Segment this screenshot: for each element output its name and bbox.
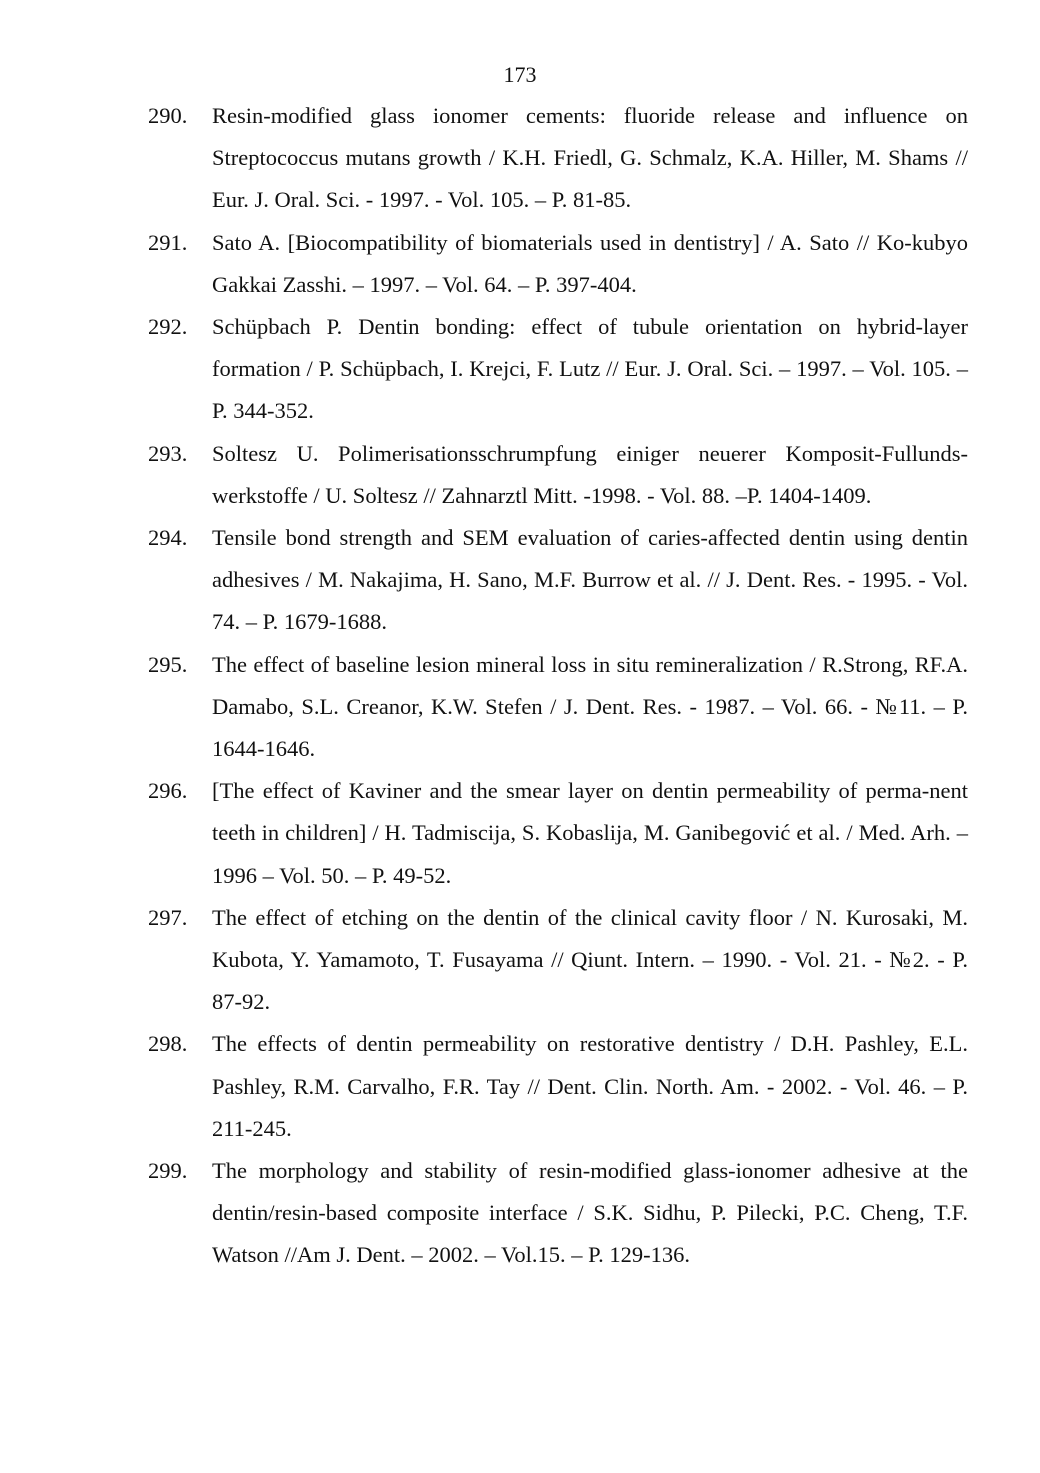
reference-item bbox=[148, 1023, 968, 1150]
reference-text: Schüpbach P. Dentin bonding: effect of tubule orientation on hybrid-layer formation / P. Schüpbach, I. Krejci, F. Lutz // Eur. J. Oral. Sci. – 1997. – Vol. 105. – P. 344-352. bbox=[212, 314, 968, 424]
reference-number: 295. bbox=[148, 651, 188, 677]
reference-list bbox=[148, 95, 968, 1277]
reference-text: Soltesz U. Polimerisationsschrumpfung einiger neuerer Komposit-Fullunds-werkstoffe / U. Soltesz // Zahnarztl Mitt. -1998. - Vol. 88. –P. 1404-1409. bbox=[212, 440, 968, 508]
reference-number: 299. bbox=[148, 1158, 188, 1184]
reference-number: 291. bbox=[148, 229, 188, 255]
reference-item bbox=[148, 222, 968, 306]
reference-text: Tensile bond strength and SEM evaluation of caries-affected dentin using dentin adhesives / M. Nakajima, H. Sano, M.F. Burrow et al. // J. Dent. Res. - 1995. - Vol. 74. – P. 1679-1688. bbox=[212, 525, 968, 635]
reference-text: Sato A. [Biocompatibility of biomaterials used in dentistry] / A. Sato // Ko-kubyo Gakkai Zasshi. – 1997. – Vol. 64. – P. 397-404. bbox=[212, 229, 968, 297]
reference-text: The effects of dentin permeability on restorative dentistry / D.H. Pashley, E.L. Pashley, R.M. Carvalho, F.R. Tay // Dent. Clin. North. Am. - 2002. - Vol. 46. – P. 211-245. bbox=[212, 1031, 968, 1141]
reference-item bbox=[148, 433, 968, 517]
reference-text: Resin-modified glass ionomer cements: fluoride release and influence on Streptococcus mutans growth / K.H. Friedl, G. Schmalz, K.A. Hiller, M. Shams // Eur. J. Oral. Sci. - 1997. - Vol. 105. – P. 81-85. bbox=[212, 103, 968, 213]
reference-number: 296. bbox=[148, 778, 188, 804]
reference-number: 292. bbox=[148, 314, 188, 340]
reference-number: 293. bbox=[148, 440, 188, 466]
reference-item bbox=[148, 1150, 968, 1277]
reference-item bbox=[148, 306, 968, 433]
reference-item bbox=[148, 770, 968, 897]
reference-text: The effect of baseline lesion mineral loss in situ remineralization / R.Strong, RF.A. Damabo, S.L. Creanor, K.W. Stefen / J. Dent. Res. - 1987. – Vol. 66. - №11. – P. 1644-1646. bbox=[212, 651, 968, 762]
page-number: 173 bbox=[503, 62, 537, 87]
reference-item bbox=[148, 644, 968, 771]
reference-item bbox=[148, 517, 968, 644]
reference-number: 294. bbox=[148, 525, 188, 551]
reference-number: 298. bbox=[148, 1031, 188, 1057]
reference-number: 290. bbox=[148, 103, 188, 128]
reference-text: [The effect of Kaviner and the smear layer on dentin permeability of perma-nent teeth in children] / H. Tadmiscija, S. Kobaslija, M. Ganibegović et al. / Med. Arh. – 1996 – Vol. 50. – P. 49-52. bbox=[212, 778, 968, 888]
reference-item bbox=[148, 95, 968, 222]
reference-text: The effect of etching on the dentin of the clinical cavity floor / N. Kurosaki, M. Kubota, Y. Yamamoto, T. Fusayama // Qiunt. Intern. – 1990. - Vol. 21. - №2. - P. 87-92. bbox=[212, 904, 968, 1015]
reference-item bbox=[148, 897, 968, 1024]
reference-text: The morphology and stability of resin-modified glass-ionomer adhesive at the dentin/resin-based composite interface / S.K. Sidhu, P. Pilecki, P.C. Cheng, T.F. Watson //Am J. Dent. – 2002. – Vol.15. – P. 129-136. bbox=[212, 1158, 968, 1268]
reference-number: 297. bbox=[148, 904, 188, 930]
